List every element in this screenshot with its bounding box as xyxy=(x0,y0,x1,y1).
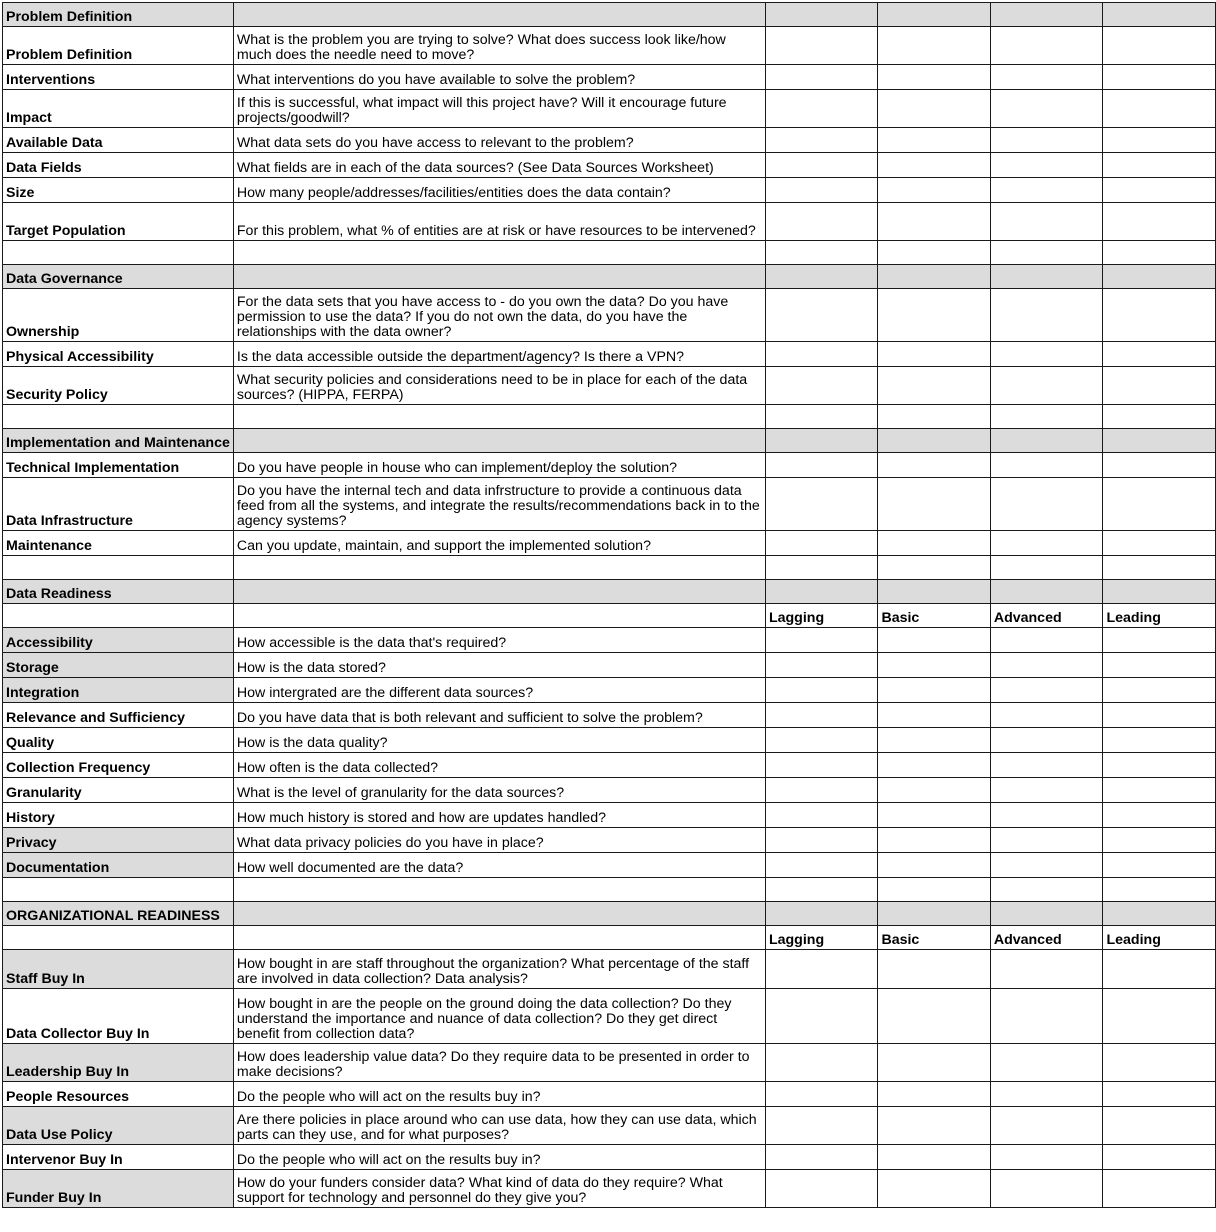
level-header-advanced: Advanced xyxy=(990,604,1103,628)
row-question: How bought in are staff throughout the organization? What percentage of the staff are involved in data collection? Data analysis? xyxy=(233,950,765,989)
empty-cell xyxy=(878,241,990,265)
rating-cell xyxy=(990,342,1103,367)
row-label: Size xyxy=(3,178,234,203)
row-question: Do the people who will act on the results buy in? xyxy=(233,1145,765,1170)
row-label: Available Data xyxy=(3,128,234,153)
table-row xyxy=(3,1082,1216,1107)
rating-cell xyxy=(1103,678,1216,703)
rating-cell xyxy=(878,27,990,65)
row-question: Do the people who will act on the results buy in? xyxy=(233,1082,765,1107)
rating-cell xyxy=(990,728,1103,753)
table-row xyxy=(3,289,1216,342)
empty-cell xyxy=(990,241,1103,265)
rating-cell xyxy=(765,1044,878,1082)
empty-cell xyxy=(765,3,878,27)
rating-cell xyxy=(990,478,1103,531)
row-question: Are there policies in place around who can use data, how they can use data, which parts can they use, and for what purposes? xyxy=(233,1107,765,1145)
empty-cell xyxy=(3,556,234,580)
rating-cell xyxy=(1103,289,1216,342)
levels-header-row xyxy=(3,926,1216,950)
empty-cell xyxy=(233,429,765,453)
rating-cell xyxy=(1103,342,1216,367)
rating-cell xyxy=(765,478,878,531)
table-row xyxy=(3,1170,1216,1208)
row-label: Physical Accessibility xyxy=(3,342,234,367)
rating-cell xyxy=(990,128,1103,153)
rating-cell xyxy=(1103,1145,1216,1170)
empty-cell xyxy=(878,878,990,902)
table-row xyxy=(3,478,1216,531)
table-row xyxy=(3,1044,1216,1082)
rating-cell xyxy=(765,90,878,128)
section-title: Data Governance xyxy=(3,265,234,289)
rating-cell xyxy=(765,778,878,803)
rating-cell xyxy=(990,65,1103,90)
table-row xyxy=(3,531,1216,556)
level-header-basic: Basic xyxy=(878,926,990,950)
rating-cell xyxy=(1103,1082,1216,1107)
rating-cell xyxy=(765,653,878,678)
empty-cell xyxy=(233,265,765,289)
empty-cell xyxy=(878,902,990,926)
rating-cell xyxy=(765,203,878,241)
rating-cell xyxy=(765,367,878,405)
empty-cell xyxy=(1103,405,1216,429)
rating-cell xyxy=(878,803,990,828)
rating-cell xyxy=(1103,27,1216,65)
rating-cell xyxy=(765,678,878,703)
table-row xyxy=(3,728,1216,753)
empty-cell xyxy=(1103,265,1216,289)
table-row xyxy=(3,178,1216,203)
row-label: Integration xyxy=(3,678,234,703)
table-row xyxy=(3,853,1216,878)
empty-cell xyxy=(233,902,765,926)
row-question: What interventions do you have available to solve the problem? xyxy=(233,65,765,90)
table-row xyxy=(3,678,1216,703)
section-title: Data Readiness xyxy=(3,580,234,604)
rating-cell xyxy=(990,703,1103,728)
rating-cell xyxy=(765,128,878,153)
empty-cell xyxy=(1103,3,1216,27)
empty-cell xyxy=(233,926,765,950)
row-label: Ownership xyxy=(3,289,234,342)
table-row xyxy=(3,703,1216,728)
rating-cell xyxy=(1103,628,1216,653)
empty-cell xyxy=(3,878,234,902)
rating-cell xyxy=(990,1145,1103,1170)
empty-cell xyxy=(1103,556,1216,580)
rating-cell xyxy=(1103,1107,1216,1145)
empty-cell xyxy=(1103,902,1216,926)
empty-cell xyxy=(765,878,878,902)
row-label: History xyxy=(3,803,234,828)
row-label: Interventions xyxy=(3,65,234,90)
rating-cell xyxy=(990,753,1103,778)
level-header-advanced: Advanced xyxy=(990,926,1103,950)
row-question: Do you have data that is both relevant and sufficient to solve the problem? xyxy=(233,703,765,728)
row-label: Technical Implementation xyxy=(3,453,234,478)
rating-cell xyxy=(990,828,1103,853)
readiness-worksheet xyxy=(2,2,1216,1208)
table-row xyxy=(3,1107,1216,1145)
row-question: Do you have people in house who can implement/deploy the solution? xyxy=(233,453,765,478)
rating-cell xyxy=(990,203,1103,241)
rating-cell xyxy=(878,753,990,778)
row-label: Problem Definition xyxy=(3,27,234,65)
rating-cell xyxy=(765,1145,878,1170)
empty-cell xyxy=(3,926,234,950)
rating-cell xyxy=(878,828,990,853)
rating-cell xyxy=(765,1107,878,1145)
rating-cell xyxy=(878,90,990,128)
rating-cell xyxy=(878,203,990,241)
table-row xyxy=(3,1145,1216,1170)
table-row xyxy=(3,989,1216,1044)
empty-cell xyxy=(1103,878,1216,902)
row-label: Data Infrastructure xyxy=(3,478,234,531)
rating-cell xyxy=(765,1082,878,1107)
rating-cell xyxy=(878,853,990,878)
blank-row xyxy=(3,241,1216,265)
rating-cell xyxy=(765,703,878,728)
rating-cell xyxy=(1103,653,1216,678)
empty-cell xyxy=(990,405,1103,429)
levels-header-row xyxy=(3,604,1216,628)
table-row xyxy=(3,342,1216,367)
row-question: How do your funders consider data? What kind of data do they require? What support for technology and personnel do they give you? xyxy=(233,1170,765,1208)
table-row xyxy=(3,803,1216,828)
rating-cell xyxy=(765,453,878,478)
rating-cell xyxy=(990,628,1103,653)
rating-cell xyxy=(878,778,990,803)
row-question: Can you update, maintain, and support the implemented solution? xyxy=(233,531,765,556)
table-row xyxy=(3,90,1216,128)
rating-cell xyxy=(990,531,1103,556)
rating-cell xyxy=(990,153,1103,178)
empty-cell xyxy=(765,902,878,926)
row-label: Staff Buy In xyxy=(3,950,234,989)
rating-cell xyxy=(990,653,1103,678)
rating-cell xyxy=(765,853,878,878)
rating-cell xyxy=(878,289,990,342)
rating-cell xyxy=(878,703,990,728)
rating-cell xyxy=(878,453,990,478)
rating-cell xyxy=(990,90,1103,128)
rating-cell xyxy=(765,803,878,828)
empty-cell xyxy=(878,3,990,27)
rating-cell xyxy=(765,178,878,203)
row-question: Do you have the internal tech and data infrstructure to provide a continuous data feed from all the systems, and integrate the results/recommendations back in to the agency systems? xyxy=(233,478,765,531)
table-row xyxy=(3,778,1216,803)
empty-cell xyxy=(233,556,765,580)
rating-cell xyxy=(1103,989,1216,1044)
row-question: What fields are in each of the data sources? (See Data Sources Worksheet) xyxy=(233,153,765,178)
table-row xyxy=(3,828,1216,853)
row-label: Storage xyxy=(3,653,234,678)
rating-cell xyxy=(1103,453,1216,478)
rating-cell xyxy=(765,753,878,778)
row-question: For the data sets that you have access to - do you own the data? Do you have permission to use the data? If you do not own the data, do you have the relationships with the data owner? xyxy=(233,289,765,342)
level-header-lagging: Lagging xyxy=(765,926,878,950)
rating-cell xyxy=(990,1170,1103,1208)
rating-cell xyxy=(765,989,878,1044)
rating-cell xyxy=(765,65,878,90)
empty-cell xyxy=(3,604,234,628)
row-question: What data sets do you have access to relevant to the problem? xyxy=(233,128,765,153)
rating-cell xyxy=(1103,703,1216,728)
level-header-basic: Basic xyxy=(878,604,990,628)
empty-cell xyxy=(990,556,1103,580)
empty-cell xyxy=(233,580,765,604)
rating-cell xyxy=(765,628,878,653)
rating-cell xyxy=(878,653,990,678)
empty-cell xyxy=(1103,429,1216,453)
empty-cell xyxy=(233,604,765,628)
row-question: How accessible is the data that's required? xyxy=(233,628,765,653)
rating-cell xyxy=(765,950,878,989)
row-label: Data Use Policy xyxy=(3,1107,234,1145)
rating-cell xyxy=(765,289,878,342)
empty-cell xyxy=(878,429,990,453)
empty-cell xyxy=(878,556,990,580)
empty-cell xyxy=(765,265,878,289)
rating-cell xyxy=(1103,65,1216,90)
empty-cell xyxy=(765,405,878,429)
blank-row xyxy=(3,878,1216,902)
row-question: If this is successful, what impact will this project have? Will it encourage future projects/goodwill? xyxy=(233,90,765,128)
rating-cell xyxy=(765,828,878,853)
rating-cell xyxy=(765,531,878,556)
rating-cell xyxy=(878,628,990,653)
row-label: Impact xyxy=(3,90,234,128)
row-question: What is the problem you are trying to solve? What does success look like/how much does the needle need to move? xyxy=(233,27,765,65)
rating-cell xyxy=(990,803,1103,828)
rating-cell xyxy=(990,289,1103,342)
rating-cell xyxy=(878,728,990,753)
row-label: Leadership Buy In xyxy=(3,1044,234,1082)
rating-cell xyxy=(878,153,990,178)
rating-cell xyxy=(878,950,990,989)
empty-cell xyxy=(765,241,878,265)
rating-cell xyxy=(878,1145,990,1170)
section-title: ORGANIZATIONAL READINESS xyxy=(3,902,234,926)
rating-cell xyxy=(878,1082,990,1107)
rating-cell xyxy=(878,678,990,703)
table-row xyxy=(3,453,1216,478)
empty-cell xyxy=(233,241,765,265)
row-label: Data Collector Buy In xyxy=(3,989,234,1044)
rating-cell xyxy=(990,1107,1103,1145)
rating-cell xyxy=(990,1044,1103,1082)
rating-cell xyxy=(878,1044,990,1082)
rating-cell xyxy=(990,778,1103,803)
rating-cell xyxy=(878,478,990,531)
table-row xyxy=(3,367,1216,405)
rating-cell xyxy=(1103,950,1216,989)
row-question: How well documented are the data? xyxy=(233,853,765,878)
rating-cell xyxy=(1103,90,1216,128)
row-label: Target Population xyxy=(3,203,234,241)
section-title: Problem Definition xyxy=(3,3,234,27)
rating-cell xyxy=(878,1107,990,1145)
table-row xyxy=(3,628,1216,653)
rating-cell xyxy=(765,27,878,65)
row-question: How bought in are the people on the ground doing the data collection? Do they understand the importance and nuance of data collection? Do they get direct benefit from collection data? xyxy=(233,989,765,1044)
rating-cell xyxy=(878,367,990,405)
table-row xyxy=(3,203,1216,241)
row-label: Granularity xyxy=(3,778,234,803)
section-header xyxy=(3,902,1216,926)
row-question: How much history is stored and how are updates handled? xyxy=(233,803,765,828)
row-label: Security Policy xyxy=(3,367,234,405)
rating-cell xyxy=(878,128,990,153)
row-label: Funder Buy In xyxy=(3,1170,234,1208)
row-question: How intergrated are the different data sources? xyxy=(233,678,765,703)
table-row xyxy=(3,153,1216,178)
rating-cell xyxy=(990,453,1103,478)
table-row xyxy=(3,950,1216,989)
empty-cell xyxy=(3,405,234,429)
level-header-lagging: Lagging xyxy=(765,604,878,628)
empty-cell xyxy=(990,580,1103,604)
rating-cell xyxy=(1103,828,1216,853)
rating-cell xyxy=(765,1170,878,1208)
rating-cell xyxy=(990,27,1103,65)
table-row xyxy=(3,65,1216,90)
row-question: What is the level of granularity for the data sources? xyxy=(233,778,765,803)
rating-cell xyxy=(990,989,1103,1044)
rating-cell xyxy=(1103,128,1216,153)
empty-cell xyxy=(990,878,1103,902)
row-label: Documentation xyxy=(3,853,234,878)
section-title: Implementation and Maintenance xyxy=(3,429,234,453)
row-label: Relevance and Sufficiency xyxy=(3,703,234,728)
rating-cell xyxy=(990,178,1103,203)
rating-cell xyxy=(878,342,990,367)
empty-cell xyxy=(1103,241,1216,265)
row-label: Collection Frequency xyxy=(3,753,234,778)
rating-cell xyxy=(1103,367,1216,405)
empty-cell xyxy=(990,3,1103,27)
level-header-leading: Leading xyxy=(1103,926,1216,950)
section-header xyxy=(3,3,1216,27)
empty-cell xyxy=(233,878,765,902)
row-question: What data privacy policies do you have in place? xyxy=(233,828,765,853)
rating-cell xyxy=(1103,803,1216,828)
empty-cell xyxy=(990,902,1103,926)
rating-cell xyxy=(765,153,878,178)
empty-cell xyxy=(3,241,234,265)
rating-cell xyxy=(990,950,1103,989)
rating-cell xyxy=(990,367,1103,405)
empty-cell xyxy=(878,580,990,604)
level-header-leading: Leading xyxy=(1103,604,1216,628)
rating-cell xyxy=(878,1170,990,1208)
blank-row xyxy=(3,405,1216,429)
row-label: Data Fields xyxy=(3,153,234,178)
empty-cell xyxy=(765,556,878,580)
empty-cell xyxy=(233,405,765,429)
empty-cell xyxy=(1103,580,1216,604)
rating-cell xyxy=(1103,853,1216,878)
row-label: Maintenance xyxy=(3,531,234,556)
rating-cell xyxy=(1103,153,1216,178)
rating-cell xyxy=(1103,778,1216,803)
section-header xyxy=(3,429,1216,453)
empty-cell xyxy=(990,265,1103,289)
empty-cell xyxy=(990,429,1103,453)
rating-cell xyxy=(878,989,990,1044)
empty-cell xyxy=(765,580,878,604)
section-header xyxy=(3,265,1216,289)
rating-cell xyxy=(1103,753,1216,778)
rating-cell xyxy=(765,342,878,367)
rating-cell xyxy=(1103,531,1216,556)
row-question: How often is the data collected? xyxy=(233,753,765,778)
rating-cell xyxy=(990,678,1103,703)
rating-cell xyxy=(878,65,990,90)
blank-row xyxy=(3,556,1216,580)
rating-cell xyxy=(990,1082,1103,1107)
table-row xyxy=(3,128,1216,153)
row-question: How is the data quality? xyxy=(233,728,765,753)
rating-cell xyxy=(1103,728,1216,753)
row-question: What security policies and considerations need to be in place for each of the data sources? (HIPPA, FERPA) xyxy=(233,367,765,405)
empty-cell xyxy=(233,3,765,27)
rating-cell xyxy=(1103,478,1216,531)
empty-cell xyxy=(878,265,990,289)
rating-cell xyxy=(990,853,1103,878)
table-row xyxy=(3,753,1216,778)
table-row xyxy=(3,653,1216,678)
rating-cell xyxy=(1103,1044,1216,1082)
rating-cell xyxy=(1103,203,1216,241)
row-label: Privacy xyxy=(3,828,234,853)
rating-cell xyxy=(765,728,878,753)
row-question: How many people/addresses/facilities/entities does the data contain? xyxy=(233,178,765,203)
rating-cell xyxy=(1103,178,1216,203)
row-question: Is the data accessible outside the department/agency? Is there a VPN? xyxy=(233,342,765,367)
row-label: Quality xyxy=(3,728,234,753)
empty-cell xyxy=(878,405,990,429)
rating-cell xyxy=(1103,1170,1216,1208)
row-label: Accessibility xyxy=(3,628,234,653)
row-question: For this problem, what % of entities are at risk or have resources to be intervened? xyxy=(233,203,765,241)
row-question: How is the data stored? xyxy=(233,653,765,678)
empty-cell xyxy=(765,429,878,453)
rating-cell xyxy=(878,178,990,203)
rating-cell xyxy=(878,531,990,556)
table-row xyxy=(3,27,1216,65)
row-label: People Resources xyxy=(3,1082,234,1107)
section-header xyxy=(3,580,1216,604)
row-label: Intervenor Buy In xyxy=(3,1145,234,1170)
row-question: How does leadership value data? Do they require data to be presented in order to make decisions? xyxy=(233,1044,765,1082)
